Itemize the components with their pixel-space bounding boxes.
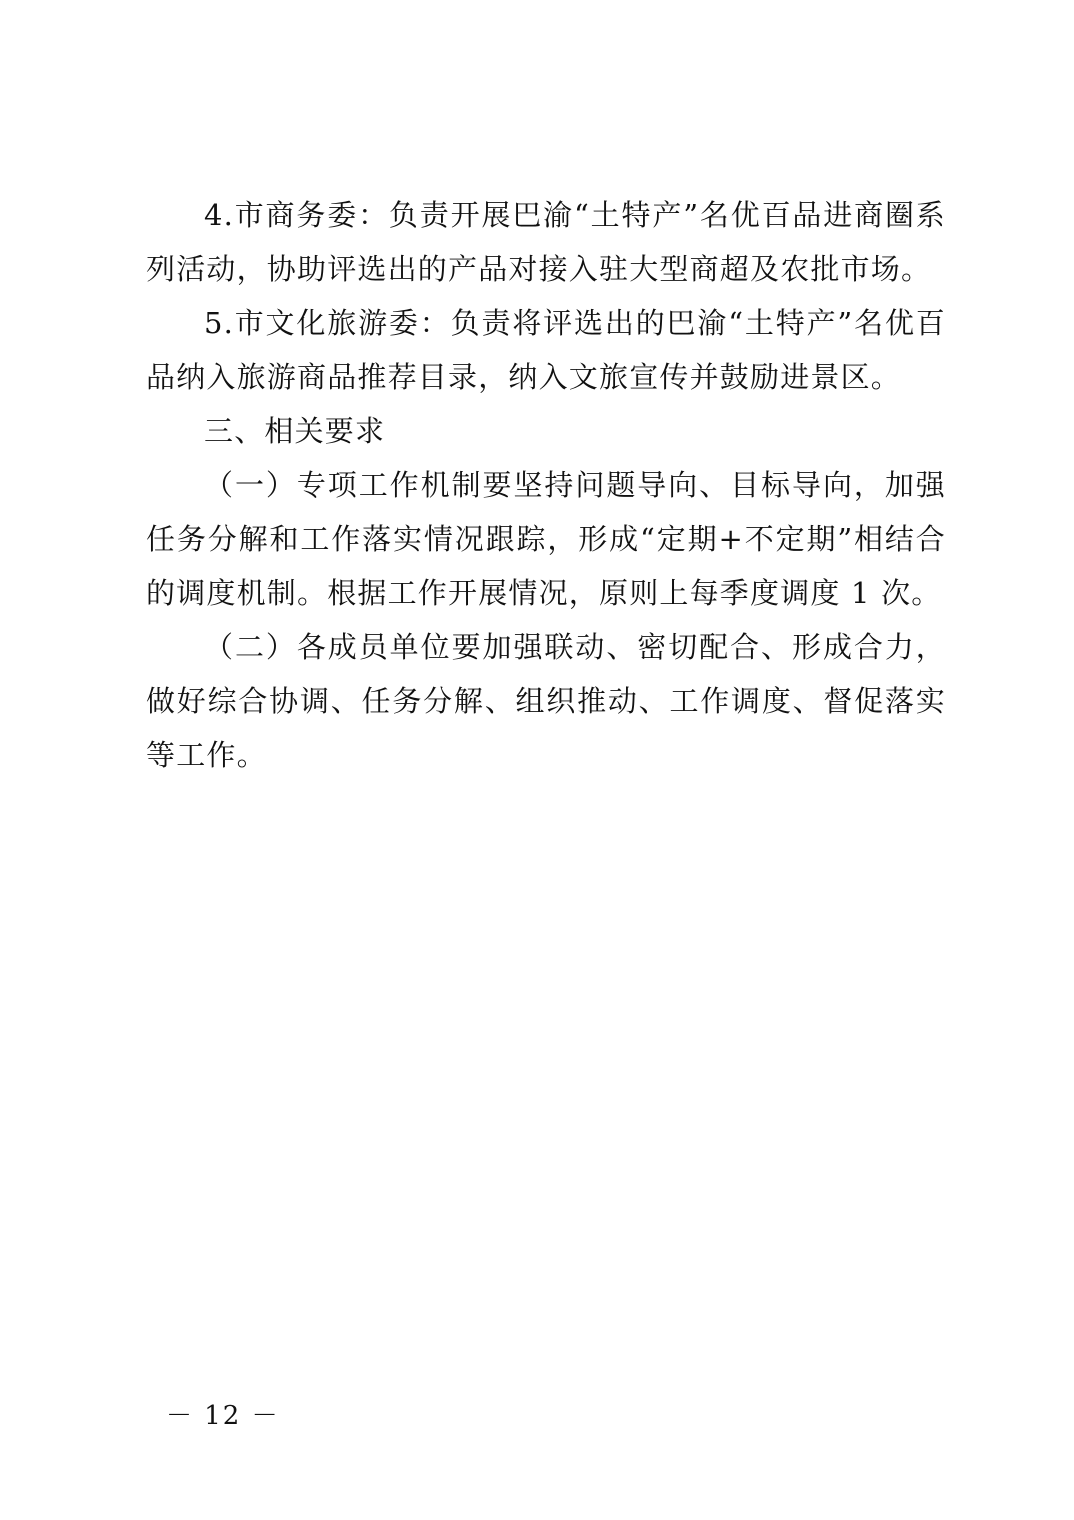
document-body — [146, 188, 946, 782]
requirement-paragraph-2: （二）各成员单位要加强联动、密切配合、形成合力，做好综合协调、任务分解、组织推动、工作调度、督促落实等工作。 — [146, 630, 946, 772]
paragraph-commerce-committee: 4.市商务委：负责开展巴渝“土特产”名优百品进商圈系列活动，协助评选出的产品对接入驻大型商超及农批市场。 — [146, 198, 946, 286]
section-heading-requirements: 三、相关要求 — [204, 414, 386, 448]
requirement-paragraph-1: （一）专项工作机制要坚持问题导向、目标导向，加强任务分解和工作落实情况跟踪，形成“定期+不定期”相结合的调度机制。根据工作开展情况，原则上每季度调度 1 次。 — [146, 468, 946, 610]
paragraph-culture-tourism-committee: 5.市文化旅游委：负责将评选出的巴渝“土特产”名优百品纳入旅游商品推荐目录，纳入文旅宣传并鼓励进景区。 — [146, 306, 946, 394]
page-number: － 12 － — [166, 1401, 280, 1431]
